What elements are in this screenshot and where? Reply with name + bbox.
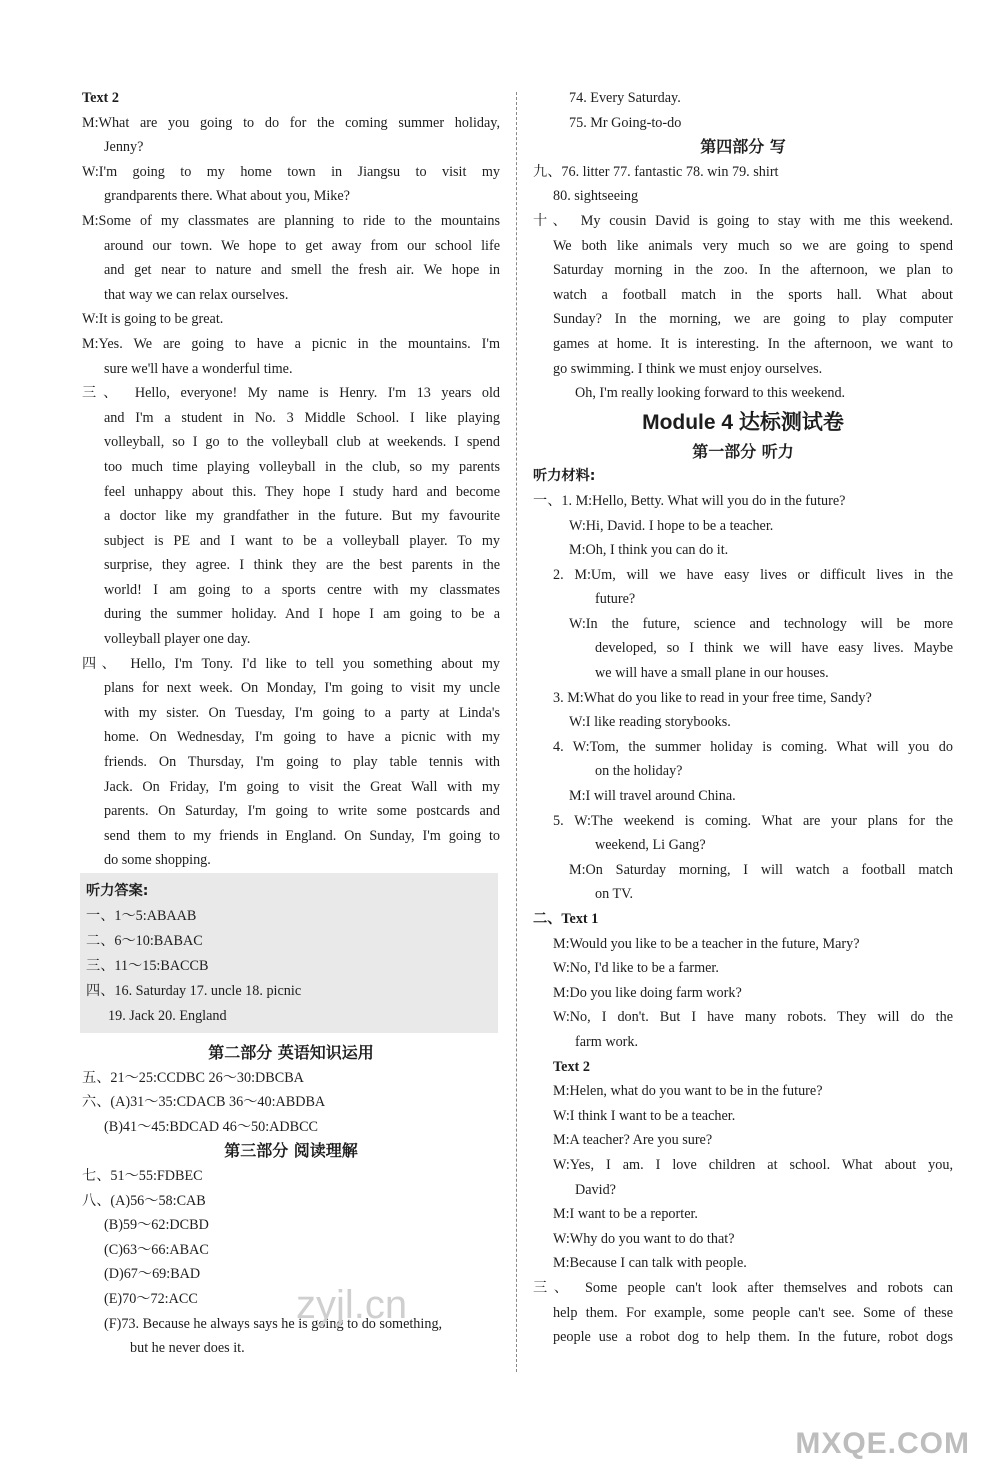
text-line: 第一部分 听力 <box>692 441 794 461</box>
text-line: M:Some of my classmates are planning to ride to the mountains <box>82 212 500 229</box>
left-answers-block <box>82 1041 500 1361</box>
text-line: (F)73. Because he always says he is going to do something, <box>104 1315 443 1332</box>
text-line: M:Helen, what do you want to be in the future? <box>553 1083 823 1100</box>
text-line: farm work. <box>575 1033 639 1050</box>
text-line: 一、1～5:ABAAB <box>86 908 197 924</box>
text-line: 七、51～55:FDBEC <box>82 1167 203 1184</box>
text-line: 四、 Hello, I'm Tony. I'd like to tell you something about my <box>82 655 500 672</box>
text-line: watch a football match in the sports hall. What about <box>553 286 953 303</box>
text-line: 三、 Some people can't look after themselves and robots can <box>533 1279 953 1296</box>
text-line: developed, so I think we will have easy lives. Maybe <box>595 640 953 657</box>
text-line: 4. W:Tom, the summer holiday is coming. What will you do <box>553 738 953 755</box>
text-line: W:I think I want to be a teacher. <box>553 1107 736 1124</box>
text-line: (D)67～69:BAD <box>104 1266 201 1283</box>
text-line: feel unhappy about this. They hope I study hard and become <box>104 483 500 500</box>
text-line: 二、6～10:BABAC <box>86 933 203 949</box>
answer-lines <box>86 879 494 1029</box>
text-line: world! I am going to a sports centre with my classmates <box>104 581 500 598</box>
text-line: M:I want to be a reporter. <box>553 1206 698 1223</box>
text-line: on TV. <box>595 886 634 903</box>
left-text-block <box>82 86 500 873</box>
watermark-zyjl: zyjl.cn <box>296 1283 408 1327</box>
text-line: M:On Saturday morning, I will watch a football match <box>569 861 953 878</box>
text-line: M:What are you going to do for the coming summer holiday, <box>82 114 500 131</box>
text-line: W:I'm going to my home town in Jiangsu to visit my <box>82 163 500 180</box>
text-line: that way we can relax ourselves. <box>104 286 289 303</box>
text-line: 十、 My cousin David is going to stay with me this weekend. <box>533 212 953 229</box>
text-line: 74. Every Saturday. <box>569 90 681 106</box>
text-line: (B)41～45:BDCAD 46～50:ADBCC <box>104 1118 319 1135</box>
text-line: 第三部分 阅读理解 <box>224 1141 358 1161</box>
text-line: subject is PE and I want to be a volleyball player. To my <box>104 532 500 549</box>
text-line: We both like animals very much so we are going to spend <box>553 237 953 254</box>
text-line: M:I will travel around China. <box>569 788 736 805</box>
text-line: M:Yes. We are going to have a picnic in the mountains. I'm <box>82 335 500 352</box>
text-line: 2. M:Um, will we have easy lives or difficult lives in the <box>553 566 953 583</box>
text-line: Text 2 <box>553 1058 590 1075</box>
text-line: parents. On Saturday, I'm going to write some postcards and <box>104 803 500 820</box>
listening-answer-box <box>80 873 498 1033</box>
text-line: W:I like reading storybooks. <box>569 714 731 731</box>
text-line: 19. Jack 20. England <box>108 1008 227 1024</box>
text-line: too much time playing volleyball in the club, so my parents <box>104 458 500 475</box>
text-line: and get near to nature and smell the fresh air. We hope in <box>104 262 500 279</box>
text-line: 5. W:The weekend is coming. What are your plans for the <box>553 812 953 829</box>
text-line: future? <box>595 591 636 608</box>
text-line: home. On Wednesday, I'm going to have a picnic with my <box>104 729 500 746</box>
text-line: during the summer holiday. And I hope I am going to be a <box>104 606 500 623</box>
text-line: friends. On Thursday, I'm going to play table tennis with <box>104 754 500 771</box>
column-divider <box>516 92 517 1372</box>
text-line: games at home. It is interesting. In the afternoon, we want to <box>553 335 953 352</box>
text-line: Jack. On Friday, I'm going to visit the Great Wall with my <box>104 778 500 795</box>
right-column <box>533 86 953 1350</box>
text-line: 六、(A)31～35:CDACB 36～40:ABDBA <box>82 1094 326 1111</box>
text-line: do some shopping. <box>104 852 211 869</box>
text-line: 二、Text 1 <box>533 911 599 927</box>
text-line: 一、1. M:Hello, Betty. What will you do in the future? <box>533 492 846 509</box>
text-line: surprise, they agree. I think they are the best parents in the <box>104 557 500 574</box>
text-line: with my sister. On Tuesday, I'm going to a party at Linda's <box>104 704 500 721</box>
text-line: W:Why do you want to do that? <box>553 1230 735 1247</box>
text-line: (C)63～66:ABAC <box>104 1241 209 1258</box>
text-line: and I'm a student in No. 3 Middle School. I like playing <box>104 409 500 426</box>
text-line: David? <box>575 1181 616 1198</box>
right-text-block <box>533 86 953 1350</box>
text-line: 第二部分 英语知识运用 <box>208 1043 374 1062</box>
text-line: go swimming. I think we must enjoy ourselves. <box>553 360 823 377</box>
text-line: 五、21～25:CCDBC 26～30:DBCBA <box>82 1069 304 1086</box>
text-line: on the holiday? <box>595 763 683 780</box>
text-line: W:No, I'd like to be a farmer. <box>553 960 719 977</box>
text-line: volleyball, so I go to the volleyball club at weekends. I spend <box>104 434 500 451</box>
text-line: 80. sightseeing <box>553 188 639 205</box>
text-line: 九、76. litter 77. fantastic 78. win 79. shirt <box>533 163 779 180</box>
text-line: M:Oh, I think you can do it. <box>569 542 729 559</box>
text-line: but he never does it. <box>130 1340 245 1357</box>
text-line: help them. For example, some people can't see. Some of these <box>553 1304 953 1321</box>
text-line: 75. Mr Going-to-do <box>569 114 682 131</box>
text-line: W:Yes, I am. I love children at school. What about you, <box>553 1156 953 1173</box>
text-line: M:Because I can talk with people. <box>553 1255 747 1272</box>
text-line: Sunday? In the morning, we are going to play computer <box>553 311 953 328</box>
watermark-mxqe: MXQE.COM <box>795 1427 970 1460</box>
text-line: 听力材料: <box>533 468 596 485</box>
text-line: volleyball player one day. <box>104 631 251 648</box>
text-line: 听力答案: <box>86 883 149 899</box>
text-line: a doctor like my grandfather in the future. But my favourite <box>104 508 500 525</box>
text-line: plans for next week. On Monday, I'm going to visit my uncle <box>104 680 500 697</box>
text-line: 四、16. Saturday 17. uncle 18. picnic <box>86 983 302 999</box>
text-line: M:Would you like to be a teacher in the future, Mary? <box>553 935 860 952</box>
text-line: Saturday morning in the zoo. In the afternoon, we plan to <box>553 262 953 279</box>
text-line: 三、11～15:BACCB <box>86 958 209 974</box>
text-line: Text 2 <box>82 90 119 106</box>
text-line: (B)59～62:DCBD <box>104 1217 209 1234</box>
text-line: M:Do you like doing farm work? <box>553 984 742 1001</box>
text-line: Jenny? <box>104 139 144 156</box>
text-line: 八、(A)56～58:CAB <box>82 1192 206 1209</box>
text-line: 三、 Hello, everyone! My name is Henry. I'm 13 years old <box>82 385 500 402</box>
text-line: we will have a small plane in our houses. <box>595 665 829 682</box>
text-line: 第四部分 写 <box>700 137 786 157</box>
text-line: weekend, Li Gang? <box>595 837 706 854</box>
text-line: W:In the future, science and technology will be more <box>569 615 953 632</box>
text-line: sure we'll have a wonderful time. <box>104 360 293 377</box>
text-line: (E)70～72:ACC <box>104 1290 198 1307</box>
left-column <box>82 86 500 1361</box>
text-line: grandparents there. What about you, Mike? <box>104 188 350 205</box>
text-line: Module 4 达标测试卷 <box>642 410 844 434</box>
text-line: people use a robot dog to help them. In the future, robot dogs <box>553 1329 953 1346</box>
text-line: 3. M:What do you like to read in your free time, Sandy? <box>553 689 872 706</box>
text-line: W:Hi, David. I hope to be a teacher. <box>569 517 774 534</box>
text-line: Oh, I'm really looking forward to this weekend. <box>575 385 846 402</box>
text-line: W:No, I don't. But I have many robots. They will do the <box>553 1009 953 1026</box>
text-line: W:It is going to be great. <box>82 311 224 328</box>
text-line: around our town. We hope to get away from our school life <box>104 237 500 254</box>
text-line: send them to my friends in England. On Sunday, I'm going to <box>104 827 500 844</box>
text-line: M:A teacher? Are you sure? <box>553 1132 713 1149</box>
